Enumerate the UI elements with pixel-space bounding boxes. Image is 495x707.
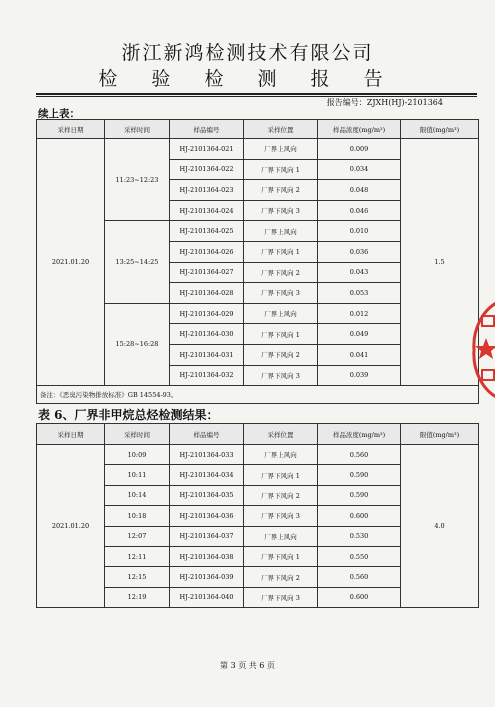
sample-id: HJ-2101364-036	[170, 506, 244, 526]
sample-position: 厂界下风向 3	[244, 200, 318, 221]
sample-time: 12:11	[105, 546, 170, 566]
col-header-sample-id: 样品编号	[170, 120, 244, 139]
sample-time: 10:14	[105, 485, 170, 505]
sample-position: 厂界下风向 3	[244, 587, 318, 607]
col-header-position: 采样位置	[244, 120, 318, 139]
sample-position: 厂界上风向	[244, 139, 318, 160]
table6-title: 表 6、厂界非甲烷总烃检测结果：	[38, 408, 219, 422]
sample-id: HJ-2101364-035	[170, 485, 244, 505]
report-number: 报告编号：ZJXH(HJ)-2101364	[326, 98, 443, 107]
sample-position: 厂界下风向 2	[244, 344, 318, 365]
sample-concentration: 0.048	[318, 180, 401, 201]
col-header-date: 采样日期	[37, 120, 105, 139]
table-row	[37, 445, 479, 465]
sample-position: 厂界下风向 2	[244, 262, 318, 283]
sample-concentration: 0.010	[318, 221, 401, 242]
sample-concentration: 0.043	[318, 262, 401, 283]
sample-concentration: 0.590	[318, 485, 401, 505]
sample-position: 厂界上风向	[244, 526, 318, 546]
sample-id: HJ-2101364-022	[170, 159, 244, 180]
col-header-limit: 限值(mg/m³)	[401, 424, 479, 445]
sample-position: 厂界下风向 2	[244, 485, 318, 505]
sample-position: 厂界下风向 3	[244, 283, 318, 304]
sample-time: 12:07	[105, 526, 170, 546]
sample-id: HJ-2101364-040	[170, 587, 244, 607]
sample-position: 厂界下风向 1	[244, 324, 318, 345]
sample-id: HJ-2101364-029	[170, 303, 244, 324]
sample-time-range: 11:23~12:23	[105, 139, 170, 221]
header-rule-thick	[36, 93, 477, 95]
col-header-time: 采样时间	[105, 120, 170, 139]
sample-concentration: 0.009	[318, 139, 401, 160]
limit-value: 4.0	[401, 445, 479, 608]
sample-id: HJ-2101364-024	[170, 200, 244, 221]
table-header-row	[37, 120, 479, 139]
sample-id: HJ-2101364-031	[170, 344, 244, 365]
sample-id: HJ-2101364-025	[170, 221, 244, 242]
sample-position: 厂界下风向 3	[244, 365, 318, 386]
sample-time: 12:19	[105, 587, 170, 607]
sample-concentration: 0.600	[318, 587, 401, 607]
sample-concentration: 0.600	[318, 506, 401, 526]
sample-position: 厂界下风向 2	[244, 180, 318, 201]
col-header-concentration: 样品浓度(mg/m³)	[318, 120, 401, 139]
sample-concentration: 0.053	[318, 283, 401, 304]
sample-id: HJ-2101364-034	[170, 465, 244, 485]
sample-time-range: 13:25~14:25	[105, 221, 170, 303]
company-name: 浙江新鸿检测技术有限公司	[121, 42, 374, 64]
sample-date: 2021.01.20	[37, 139, 105, 386]
continued-label: 续上表：	[38, 108, 80, 120]
col-header-sample-id: 样品编号	[170, 424, 244, 445]
sample-id: HJ-2101364-032	[170, 365, 244, 386]
sample-id: HJ-2101364-037	[170, 526, 244, 546]
sample-time-range: 15:28~16:28	[105, 303, 170, 385]
table-header-row	[37, 424, 479, 445]
sample-id: HJ-2101364-030	[170, 324, 244, 345]
col-header-concentration: 样品浓度(mg/m³)	[318, 424, 401, 445]
nmhc-results-table	[36, 423, 479, 608]
sample-time: 12:15	[105, 567, 170, 587]
sample-concentration: 0.041	[318, 344, 401, 365]
col-header-position: 采样位置	[244, 424, 318, 445]
sample-concentration: 0.590	[318, 465, 401, 485]
sample-time: 10:18	[105, 506, 170, 526]
col-header-date: 采样日期	[37, 424, 105, 445]
sample-position: 厂界下风向 1	[244, 159, 318, 180]
sample-id: HJ-2101364-023	[170, 180, 244, 201]
col-header-limit: 限值(mg/m³)	[401, 120, 479, 139]
sample-position: 厂界下风向 1	[244, 465, 318, 485]
limit-value: 1.5	[401, 139, 479, 386]
sample-position: 厂界下风向 1	[244, 241, 318, 262]
sample-concentration: 0.560	[318, 445, 401, 465]
odor-results-table	[36, 119, 479, 404]
col-header-time: 采样时间	[105, 424, 170, 445]
sample-concentration: 0.550	[318, 546, 401, 566]
sample-position: 厂界下风向 1	[244, 546, 318, 566]
sample-position: 厂界上风向	[244, 445, 318, 465]
table-row	[37, 139, 479, 160]
sample-position: 厂界上风向	[244, 221, 318, 242]
sample-time: 10:11	[105, 465, 170, 485]
sample-id: HJ-2101364-038	[170, 546, 244, 566]
page-number: 第 3 页 共 6 页	[220, 661, 275, 670]
sample-id: HJ-2101364-033	[170, 445, 244, 465]
sample-id: HJ-2101364-021	[170, 139, 244, 160]
sample-position: 厂界下风向 3	[244, 506, 318, 526]
company-seal-icon	[468, 300, 495, 400]
sample-position: 厂界上风向	[244, 303, 318, 324]
sample-concentration: 0.049	[318, 324, 401, 345]
sample-position: 厂界下风向 2	[244, 567, 318, 587]
sample-time: 10:09	[105, 445, 170, 465]
sample-date: 2021.01.20	[37, 445, 105, 608]
sample-concentration: 0.530	[318, 526, 401, 546]
sample-id: HJ-2101364-026	[170, 241, 244, 262]
sample-concentration: 0.039	[318, 365, 401, 386]
sample-concentration: 0.560	[318, 567, 401, 587]
sample-concentration: 0.036	[318, 241, 401, 262]
report-title: 检 验 检 测 报 告	[98, 68, 397, 90]
sample-concentration: 0.046	[318, 200, 401, 221]
sample-id: HJ-2101364-028	[170, 283, 244, 304]
sample-concentration: 0.012	[318, 303, 401, 324]
header-rule-thin	[36, 96, 477, 97]
sample-concentration: 0.034	[318, 159, 401, 180]
sample-id: HJ-2101364-039	[170, 567, 244, 587]
sample-id: HJ-2101364-027	[170, 262, 244, 283]
table-note: 备注：《恶臭污染物排放标准》GB 14554-93。	[37, 386, 479, 404]
